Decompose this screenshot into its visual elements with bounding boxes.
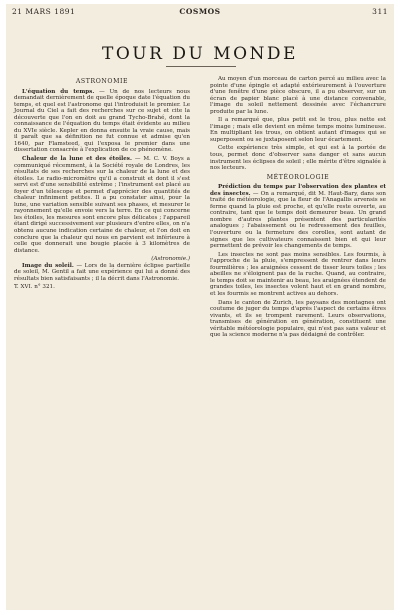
page-title: TOUR DU MONDE xyxy=(102,44,298,64)
article-body: — On a remarqué, dit M. Haut-Bary, dans son traité de météorologie, que la fleur de l'Anagallis arvensis se ferme quand la pluie est proche, et qu'elle reste ouverte, au contraire, tant que le temps doit demeurer beau. Un grand nombre d'autres plantes présentent des particularités analogues ; l'abaissement ou le redressement des feuilles, l'ouverture ou la fermeture des corolles, sont autant de signes que les cultivateurs connaissent bien et qui leur permettent de prévoir les changements de temps. xyxy=(210,190,386,250)
left-column xyxy=(14,76,190,293)
article-title: Prédiction du temps par l'observation des plantes et des insectes. xyxy=(210,184,386,197)
issue-date: 21 MARS 1891 xyxy=(12,7,76,16)
paragraph: Les insectes ne sont pas moins sensibles. Les fourmis, à l'approche de la pluie, s'empressent de rentrer dans leurs fourmilières ; les araignées cessent de tisser leurs toiles ; les abeilles ne s'éloignent pas de la ruche. Quand, au contraire, le temps doit se maintenir au beau, les araignées étendent de grandes toiles, les insectes volent haut et en grand nombre, et les fourmis se montrent actives au dehors. xyxy=(210,251,386,297)
section-heading-meteorologie: MÉTÉOROLOGIE xyxy=(266,173,330,181)
article-title: Image du soleil. xyxy=(22,262,74,269)
article-title: Chaleur de la lune et des étoiles. xyxy=(22,156,132,163)
article-signature: (Astronomie.) xyxy=(151,256,190,263)
right-column xyxy=(210,76,386,341)
title-divider xyxy=(166,66,236,67)
article-body: — Lors de la dernière éclipse partielle de soleil, M. Gentil a fait une expérience qui lui a donné des résultats bien satisfaisants ; il la décrit dans l'Astronomie. xyxy=(14,262,191,282)
article-equation-du-temps xyxy=(14,89,190,154)
article-body: — Un de nos lecteurs nous demandait dernièrement de quelle époque date l'équation du temps, et quel est l'astronome qui l'introduisit le premier. Le Journal du Ciel a fait des recherches sur ce sujet et cite la découverte que l'on en doit au grand Tycho-Brahé, dont la connaissance de l'équation du temps était évidente au milieu du XVIe siècle. Kepler en donna ensuite la vraie cause, mais il paraît que sa définition ne fut connue et admise qu'en 1640, par Flamsteed, qui l'exposa le premier dans une dissertation consacrée à l'explication de ce phénomène. xyxy=(14,88,190,154)
article-title: L'équation du temps. xyxy=(22,88,95,95)
journal-page xyxy=(6,4,394,610)
article-chaleur-lune-etoiles xyxy=(14,156,190,254)
paragraph: Il a remarqué que, plus petit est le trou, plus nette est l'image ; mais elle devient en même temps moins lumineuse. En multipliant les trous, on obtient autant d'images qui se superposent ou se juxtaposent selon leur écartement. xyxy=(210,117,386,143)
paragraph: Dans le canton de Zurich, les paysans des montagnes ont coutume de juger du temps d'après l'aspect de certains êtres vivants, et ils se trompent rarement. Leurs observations, transmises de génération en génération, constituent une véritable météorologie populaire, qui n'est pas sans valeur et que la science moderne n'a pas dédaigné de contrôler. xyxy=(210,299,386,339)
page-number: 311 xyxy=(372,7,388,16)
running-head xyxy=(6,7,394,19)
section-heading-astronomie: ASTRONOMIE xyxy=(75,78,129,85)
paragraph: Cette expérience très simple, et qui est à la portée de tous, permet donc d'observer sans danger et sans aucun instrument les éclipses de soleil ; elle mérite d'être signalée à nos lecteurs. xyxy=(210,145,386,172)
article-body: — M. C. V. Boys a communiqué récemment, à la Société royale de Londres, les résultats de ses recherches sur la chaleur de la lune et des étoiles. Le radio-micromètre qu'il a construit et dont il s'est servi est d'une sensibilité extrême ; l'instrument est placé au foyer d'un télescope et permet d'apprécier des quantités de chaleur infiniment petites. Il a pu constater ainsi, pour la lune, une variation sensible suivant ses phases, et mesurer le rayonnement qu'elle envoie vers la terre. En ce qui concerne les étoiles, les mesures sont encore plus délicates ; l'appareil étant dirigé successivement sur plusieurs d'entre elles, on n'a obtenu aucune indication certaine de chaleur, et l'on doit en conclure que la chaleur qui nous en parvient est inférieure à celle que donnerait une bougie placée à 3 kilomètres de distance. xyxy=(14,156,191,254)
paragraph: Au moyen d'un morceau de carton percé au milieu avec la pointe d'une épingle et adapté extérieurement à l'ouverture d'une fenêtre d'une pièce obscure, il a pu observer, sur un écran de papier blanc placé à une distance convenable, l'image du soleil nettement dessinée avec l'échancrure produite par la lune. xyxy=(210,76,386,115)
article-image-du-soleil xyxy=(14,263,190,283)
article-prediction-du-temps xyxy=(210,184,386,249)
volume-footnote: T. XVI. n° 321. xyxy=(14,284,55,291)
journal-name: COSMOS xyxy=(179,7,221,16)
